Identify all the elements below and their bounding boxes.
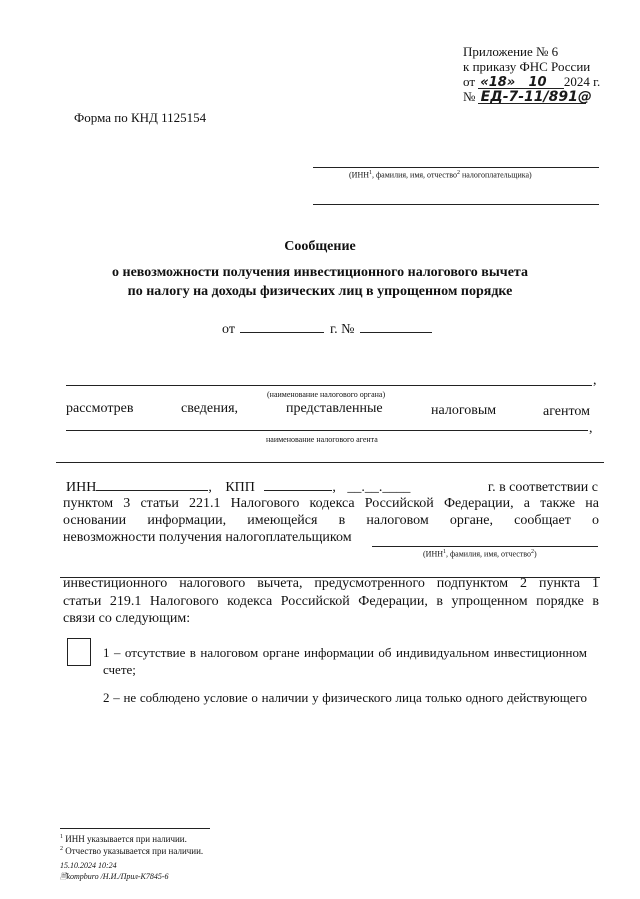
line1-tail: г. в соответствии с [487,480,598,495]
message-date-from: от [222,322,235,337]
body-line-3: основании информации, имеющейся в налоговом органе, сообщает о [63,513,599,528]
recipient-line-2 [313,204,599,205]
reason-1-line-2: счете; [103,662,136,677]
agent-line [66,430,588,431]
taxpayer-caption: (ИНН$^1$, фамилия, имя, отчество$^2$) [423,549,537,559]
taxpayer-line [372,546,598,547]
inn-label: ИНН [66,480,97,495]
kpp-label: КПП [225,480,255,495]
reason-1-line-1: 1 – отсутствие в налоговом органе информации об индивидуальном инвестиционном [103,645,587,660]
footnote-1: $^1$ ИНН указывается при наличии. [60,834,187,844]
appendix-date-month: 10 [528,75,547,90]
file-icon: 🗎 [60,872,67,881]
considered-word-2: сведения, [181,401,239,416]
body-line-2: пунктом 3 статьи 221.1 Налогового кодекса Российской Федерации, а также на [63,496,599,511]
recipient-line [313,167,599,168]
appendix-number-value: ЕД-7-11/891@ [480,89,592,105]
appendix-line2: к приказу ФНС России [463,59,591,74]
stamp-path: 🗎kompburo /Н.И./Прил-К7845-6 [60,872,169,881]
para2-line-2: статьи 219.1 Налогового кодекса Российской Федерации, в упрощенном порядке в [63,594,599,609]
inn-kpp-line: ИНН , КПП , __.__.____ г. в соответствии с [66,480,598,495]
message-date-blank [240,332,324,333]
appendix-line1: Приложение № 6 [463,44,559,59]
message-number-blank [360,332,432,333]
body-line-4: невозможности получения налогоплательщиком [63,530,352,545]
para2-line-1: инвестиционного налогового вычета, предусмотренного подпунктом 2 пункта 1 [63,576,599,591]
appendix-number-prefix: № [463,89,476,104]
footnote-2: $^2$ Отчество указывается при наличии. [60,846,204,856]
authority-line [66,385,592,386]
date-blank: __.__.____ [347,480,411,495]
appendix-date-day: «18» [480,75,516,90]
reason-2-line-1: 2 – не соблюдено условие о наличии у физического лица только одного действующего [103,690,587,705]
message-year-number: г. № [329,322,355,337]
appendix-date-year: 2024 г. [563,74,601,89]
recipient-caption: (ИНН$^1$, фамилия, имя, отчество$^2$ налогоплательщика) [349,170,532,180]
inn-blank [96,490,208,491]
stamp-date: 15.10.2024 10:24 [60,861,117,870]
appendix-number-underline [478,103,586,104]
separator-line [56,462,604,463]
footnote-separator [60,828,210,829]
authority-comma: , [593,373,597,388]
considered-word-5: агентом [543,404,591,419]
title-sub-1: о невозможности получения инвестиционного налогового вычета [112,265,528,280]
title-main: Сообщение [284,239,356,254]
agent-caption: наименование налогового агента [266,435,378,444]
message-date-line [222,322,432,338]
considered-word-4: налоговым [431,403,497,418]
para2-line-3: связи со следующим: [63,611,191,626]
authority-caption: (наименование налогового органа) [267,390,386,399]
kpp-blank [264,490,332,491]
considered-word-1: рассмотрев [66,401,134,416]
agent-comma: , [589,421,593,436]
reason-checkbox[interactable] [67,638,91,666]
appendix-date-prefix: от [463,74,476,89]
title-sub-2: по налогу на доходы физических лиц в упрощенном порядке [127,284,513,299]
considered-word-3: представленные [286,401,383,416]
form-code: Форма по КНД 1125154 [74,110,207,125]
